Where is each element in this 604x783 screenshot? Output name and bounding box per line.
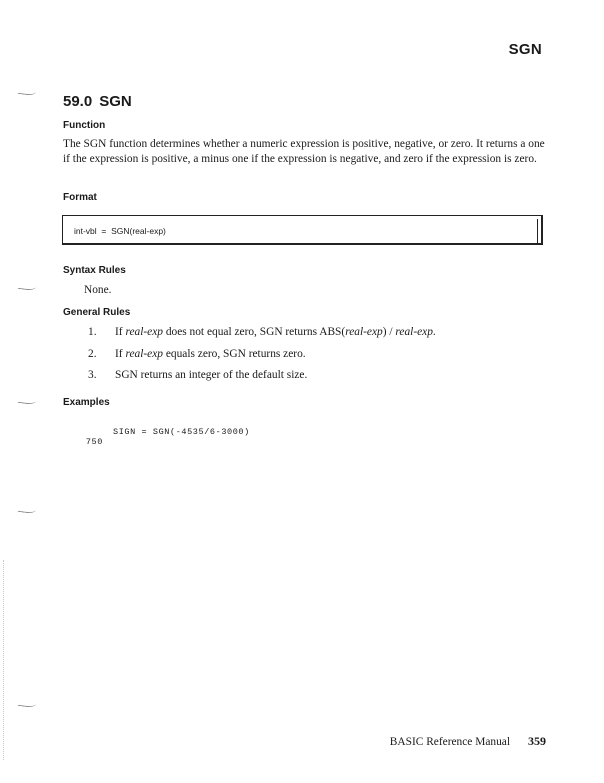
rule-text: SGN returns an integer of the default size. <box>115 369 308 381</box>
examples-heading: Examples <box>63 397 110 408</box>
rule-number: 3. <box>88 369 97 381</box>
section-number: 59.0 <box>63 93 93 110</box>
section-name: SGN <box>99 93 132 110</box>
margin-mark <box>18 396 37 405</box>
general-rule-1 <box>88 326 436 338</box>
format-box <box>62 215 543 245</box>
rule-text: If <box>115 326 126 338</box>
section-title <box>63 93 132 110</box>
rule-variable: real-exp <box>395 326 433 338</box>
rule-number: 2. <box>88 348 97 360</box>
rule-text: ) / <box>382 326 396 338</box>
page-number: 359 <box>528 734 546 748</box>
manual-title: BASIC Reference Manual <box>389 736 510 748</box>
example-code <box>63 427 250 457</box>
format-syntax: int-vbl = SGN(real-exp) <box>74 226 166 236</box>
rule-text: does not equal zero, SGN returns ABS( <box>162 326 346 338</box>
running-head: SGN <box>508 41 542 58</box>
rule-variable: real-exp <box>125 326 163 338</box>
rule-number: 1. <box>88 326 97 338</box>
general-rules-heading: General Rules <box>63 307 131 318</box>
rule-text: . <box>432 326 436 338</box>
rule-variable: real-exp <box>125 348 163 360</box>
margin-mark <box>18 505 37 514</box>
syntax-rules-text: None. <box>84 284 112 296</box>
page-footer <box>390 734 546 749</box>
function-heading: Function <box>63 120 106 131</box>
format-box-rule <box>537 219 538 243</box>
rule-text: equals zero, SGN returns zero. <box>162 348 306 360</box>
rule-variable: real-exp <box>345 326 383 338</box>
syntax-rules-heading: Syntax Rules <box>63 265 126 276</box>
format-heading: Format <box>63 192 97 203</box>
general-rule-3 <box>88 369 307 381</box>
example-statement: SIGN = SGN(-4535/6-3000) <box>113 427 250 437</box>
example-line-number: 750 <box>85 437 103 447</box>
general-rule-2 <box>88 348 306 360</box>
margin-mark <box>18 87 37 96</box>
page-edge-shadow <box>3 560 5 760</box>
margin-mark <box>18 282 37 291</box>
rule-text: If <box>115 348 126 360</box>
margin-mark <box>18 699 37 708</box>
function-description: The SGN function determines whether a numeric expression is positive, negative, or zero. It returns a one if the expression is positive, a minus one if the expression is negative, and zero if the expression is zero. <box>63 138 545 166</box>
